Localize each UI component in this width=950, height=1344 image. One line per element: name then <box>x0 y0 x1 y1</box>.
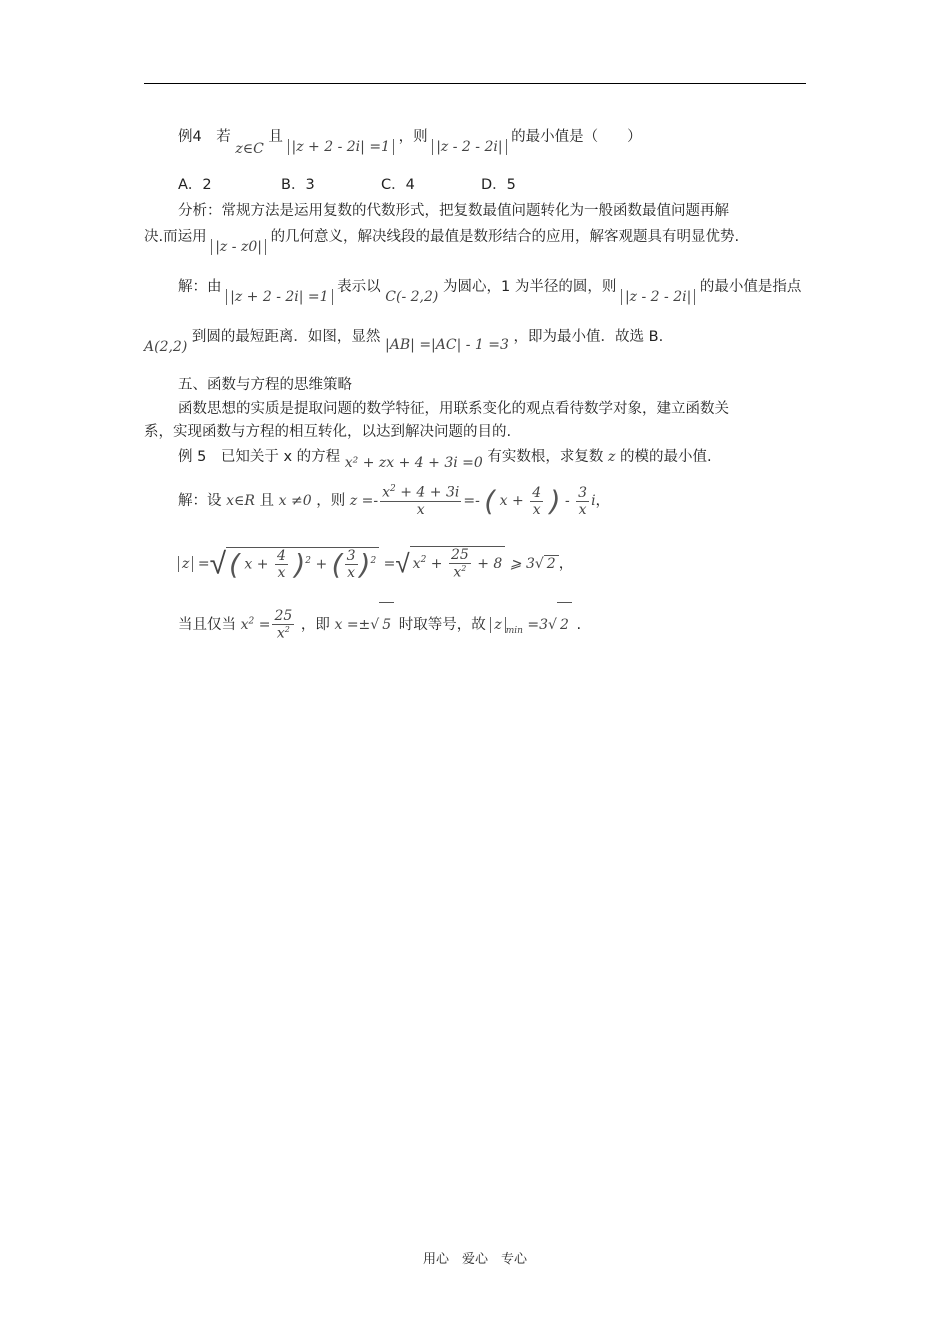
section-5-para-2: 系，实现函数与方程的相互转化，以达到解决问题的目的. <box>144 424 512 440</box>
page-footer: 用心 爱心 专心 <box>422 1252 527 1267</box>
math-abs-1: |z + 2 - 2i| =1 <box>288 139 394 155</box>
solution-4-line-1: 解：由 |z + 2 - 2i| =1 表示以 C(- 2,2) 为圆心，1 为半径的圆，则 |z - 2 - 2i| 的最小值是指点 <box>178 279 802 305</box>
analysis-line-2: 决.而运用 |z - z0| 的几何意义，解决线段的最值是数形结合的应用，解客观题具有明显优势. <box>144 229 740 255</box>
example-4: 例4 若 z∈C 且 |z + 2 - 2i| =1 ，则 |z - 2 - 2i| 的最小值是（ ） <box>178 129 642 157</box>
header-rule <box>144 83 806 84</box>
math-z-minus-z0: |z - z0| <box>211 239 266 255</box>
option-b: B．3 <box>281 177 315 193</box>
analysis-line-1: 分析：常规方法是运用复数的代数形式，把复数最值问题转化为一般函数最值问题再解 <box>178 203 729 219</box>
formula-equality-condition: $x^2$ = $\frac{25}{x^2}$ <box>240 608 293 642</box>
math-z-in-c: z∈C <box>235 141 264 157</box>
formula-x-value: x =±√ 5 <box>334 617 394 633</box>
section-5-para-1: 函数思想的实质是提取问题的数学特征，用联系变化的观点看待数学对象，建立函数关 <box>178 401 729 417</box>
solution-5-line-2: z =√ ( x + $\frac{4}{x}$ )$^2$ + ( $\frac{3}{x}$ )$^2$ =√ $x^2$ + $\frac{25}{x^2}$ + 8 ⩾ 3√ 2 ， <box>178 536 806 592</box>
solution-5-line-3: 当且仅当 $x^2$ = $\frac{25}{x^2}$ ，即 x =±√ 5 时取等号，故 z $_{min}$ =3√ 2 . <box>178 602 806 646</box>
formula-z-min: z $_{min}$ =3√ 2 <box>490 617 572 633</box>
option-d: D．5 <box>481 177 516 193</box>
option-c: C．4 <box>381 177 415 193</box>
solution-5-line-1: 解：设 x∈R 且 x ≠0 ，则 z =- $\frac{x^2 + 4 + 3i}{x}$ =- ( x + $\frac{4}{x}$ ) - $\frac{3}{x}$ i， <box>178 484 611 518</box>
solution-4-line-2: A(2,2) 到圆的最短距离．如图，显然 |AB| =|AC| - 1 =3 ，即为最小值．故选 B. <box>144 329 664 355</box>
option-a: A．2 <box>178 177 212 193</box>
math-abs-2: |z - 2 - 2i| <box>432 139 506 155</box>
example-5: 例 5 已知关于 x 的方程 x² + zx + 4 + 3i =0 有实数根，求复数 z 的模的最小值. <box>178 449 712 471</box>
formula-modulus: z =√ ( x + $\frac{4}{x}$ )$^2$ + ( $\frac{3}{x}$ )$^2$ =√ $x^2$ + $\frac{25}{x^2}$ + 8 ⩾ 3√ 2 <box>178 556 559 572</box>
formula-z: z =- $\frac{x^2 + 4 + 3i}{x}$ =- ( x + $\frac{4}{x}$ ) - $\frac{3}{x}$ i <box>349 484 596 518</box>
section-5-title: 五、函数与方程的思维策略 <box>178 377 352 393</box>
